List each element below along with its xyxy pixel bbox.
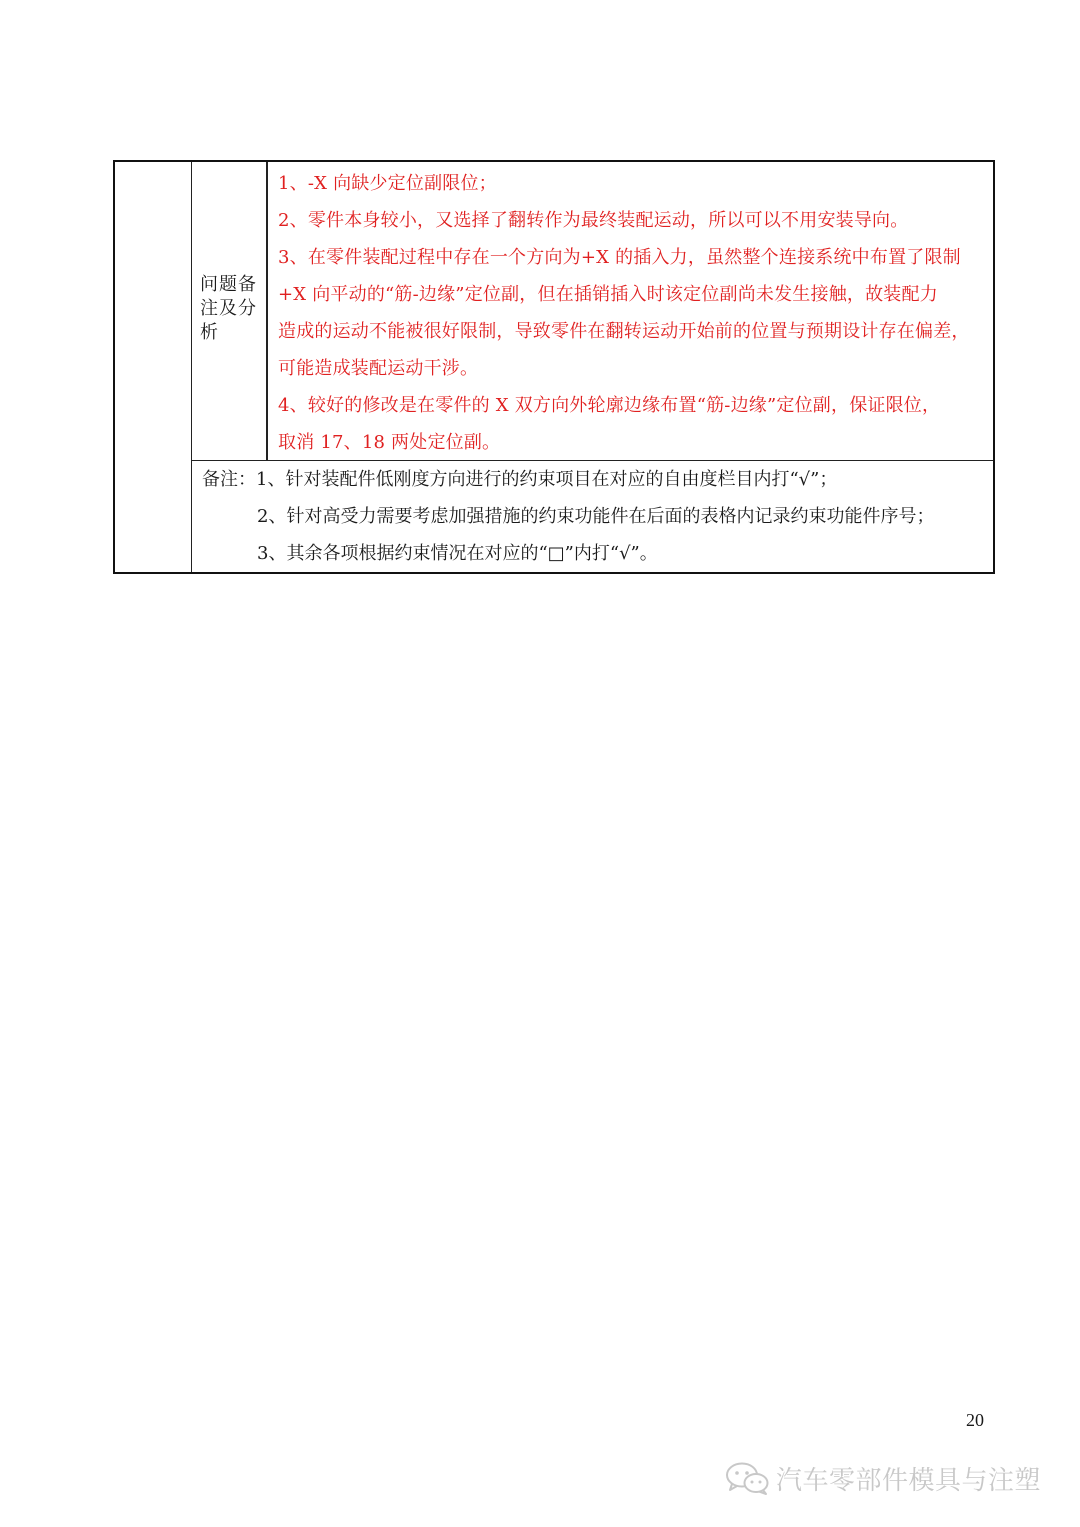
note-line: 备注：1、针对装配件低刚度方向进行的约束项目在对应的自由度栏目内打“√”； bbox=[202, 469, 838, 490]
watermark-text: 汽车零部件模具与注塑 bbox=[776, 1465, 1042, 1496]
analysis-line: +X 向平动的“筋-边缘”定位副，但在插销插入时该定位副尚未发生接触，故装配力 bbox=[278, 284, 938, 305]
notes-row bbox=[191, 461, 993, 572]
analysis-line: 4、较好的修改是在零件的 X 双方向外轮廓边缘布置“筋-边缘”定位副，保证限位， bbox=[278, 395, 941, 416]
analysis-line: 3、在零件装配过程中存在一个方向为+X 的插入力，虽然整个连接系统中布置了限制 bbox=[278, 247, 961, 268]
analysis-row bbox=[191, 162, 993, 461]
analysis-line: 可能造成装配运动干涉。 bbox=[278, 358, 479, 379]
note-line: 3、其余各项根据约束情况在对应的“□”内打“√”。 bbox=[257, 543, 658, 564]
table-left-column bbox=[115, 162, 192, 572]
analysis-line: 造成的运动不能被很好限制，导致零件在翻转运动开始前的位置与预期设计存在偏差， bbox=[278, 321, 970, 342]
analysis-label-cell bbox=[191, 162, 267, 460]
watermark bbox=[724, 1458, 1041, 1498]
page-number: 20 bbox=[966, 1410, 984, 1430]
analysis-line: 取消 17、18 两处定位副。 bbox=[278, 432, 501, 453]
wechat-icon bbox=[724, 1461, 770, 1495]
analysis-line: 1、-X 向缺少定位副限位； bbox=[278, 173, 497, 194]
analysis-label: 问题备注及分析 bbox=[200, 274, 257, 343]
analysis-content-cell bbox=[267, 162, 993, 460]
constraint-table bbox=[113, 160, 995, 574]
analysis-line: 2、零件本身较小，又选择了翻转作为最终装配运动，所以可以不用安装导向。 bbox=[278, 210, 909, 231]
note-line: 2、针对高受力需要考虑加强措施的约束功能件在后面的表格内记录约束功能件序号； bbox=[257, 506, 935, 527]
